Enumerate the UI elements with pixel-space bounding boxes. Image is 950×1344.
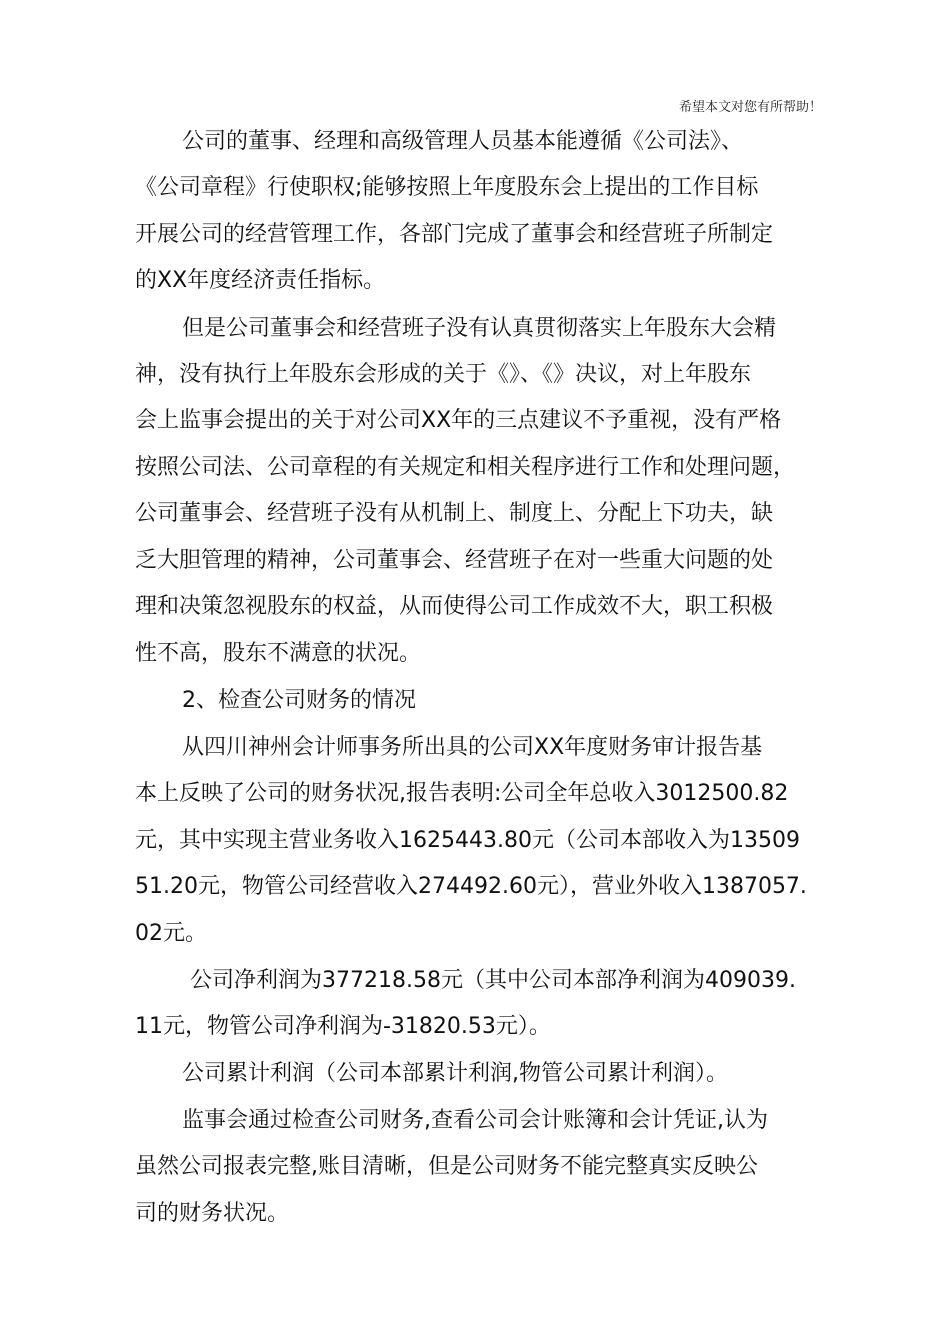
text-line: 但是公司董事会和经营班子没有认真贯彻落实上年股东大会精 — [182, 316, 777, 341]
text-line: 性不高，股东不满意的状况。 — [135, 641, 422, 666]
text-line: 公司累计利润（公司本部累计利润,物管公司累计利润）。 — [182, 1061, 728, 1086]
text-line: 理和决策忽视股东的权益，从而使得公司工作成效不大，职工积极 — [135, 594, 774, 619]
text-line: 司的财务状况。 — [135, 1201, 290, 1226]
text-line: 开展公司的经营管理工作，各部门完成了董事会和经营班子所制定 — [135, 222, 774, 247]
text-line: 虽然公司报表完整,账目清晰，但是公司财务不能完整真实反映公 — [135, 1154, 758, 1179]
text-line: 《公司章程》行使职权;能够按照上年度股东会上提出的工作目标 — [135, 175, 759, 200]
text-line: 乏大胆管理的精神，公司董事会、经营班子在对一些重大问题的处 — [135, 548, 774, 573]
text-line: 11元，物管公司净利润为-31820.53元）。 — [135, 1014, 551, 1039]
text-line: 51.20元，物管公司经营收入274492.60元），营业外收入1387057. — [135, 874, 807, 899]
text-line: 公司的董事、经理和高级管理人员基本能遵循《公司法》、 — [182, 129, 744, 154]
section-heading: 2、检查公司财务的情况 — [182, 688, 416, 713]
text-line: 从四川神州会计师事务所出具的公司XX年度财务审计报告基 — [182, 735, 763, 760]
text-line: 02元。 — [135, 921, 207, 946]
text-line: 神，没有执行上年股东会形成的关于《》、《》决议，对上年股东 — [135, 362, 752, 387]
text-line: 元，其中实现主营业务收入1625443.80元（公司本部收入为13509 — [135, 828, 800, 853]
text-line: 按照公司法、公司章程的有关规定和相关程序进行工作和处理问题， — [135, 455, 796, 480]
header-note: 希望本文对您有所帮助！ — [678, 100, 822, 115]
text-line: 本上反映了公司的财务状况,报告表明:公司全年总收入3012500.82 — [135, 781, 789, 806]
text-line: 公司净利润为377218.58元（其中公司本部净利润为409039. — [190, 968, 796, 993]
text-line: 监事会通过检查公司财务,查看公司会计账簿和会计凭证,认为 — [182, 1108, 768, 1133]
text-line: 的XX年度经济责任指标。 — [135, 268, 386, 293]
text-line: 公司董事会、经营班子没有从机制上、制度上、分配上下功夫，缺 — [135, 501, 774, 526]
text-line: 会上监事会提出的关于对公司XX年的三点建议不予重视，没有严格 — [135, 408, 782, 433]
